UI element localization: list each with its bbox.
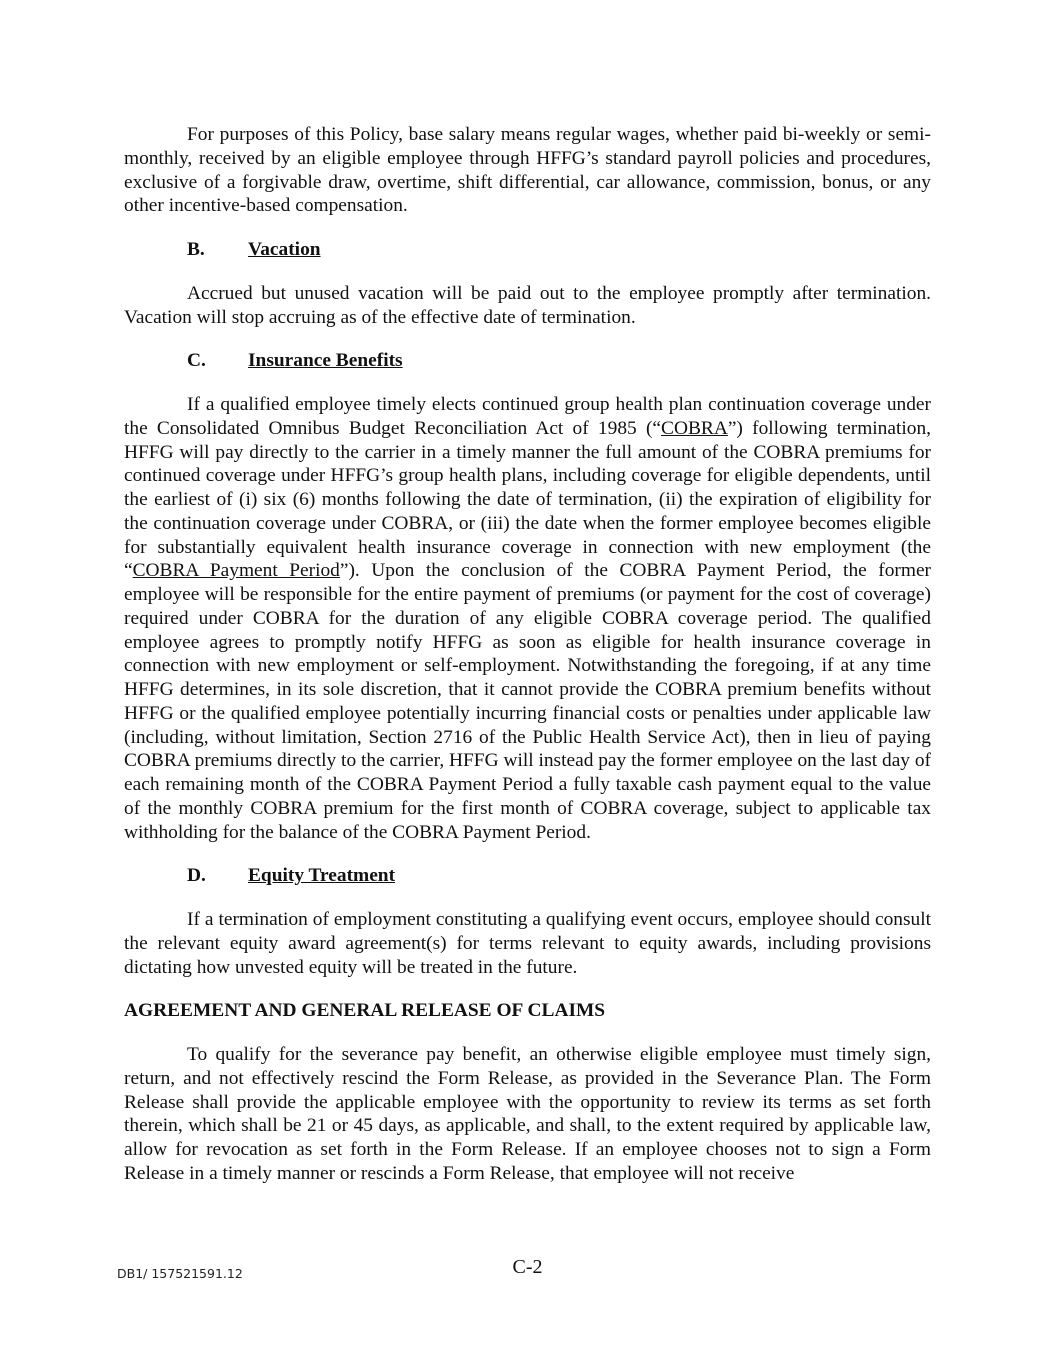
section-d-heading xyxy=(124,864,931,888)
defined-term: COBRA xyxy=(661,417,728,439)
section-c-title: Insurance Benefits xyxy=(248,350,403,372)
defined-term: COBRA Payment Period xyxy=(132,560,340,582)
section-c-heading xyxy=(124,349,931,373)
section-c-letter: C. xyxy=(187,350,206,372)
section-b-title: Vacation xyxy=(248,239,321,260)
section-b-letter: B. xyxy=(187,239,205,260)
document-body xyxy=(124,123,931,1186)
insurance-benefits-paragraph: If a qualified employee timely elects continued group health plan continuation coverage under the Consolidated Omnibus Budget Reconciliation Act of 1985 (“COBRA”) following termination, HFFG will pay directly to the carrier in a timely manner the full amount of the COBRA premiums for continued coverage under HFFG’s group health plans, including coverage for eligible dependents, until the earliest of (i) six (6) months following the date of termination, (ii) the expiration of eligibility for the continuation coverage under COBRA, or (iii) the date when the former employee becomes eligible for substantially equivalent health insurance coverage in connection with new employment (the “COBRA Payment Period”). Upon the conclusion of the COBRA Payment Period, the former employee will be responsible for the entire payment of premiums (or payment for the cost of coverage) required under COBRA for the duration of any eligible COBRA coverage period. The qualified employee agrees to promptly notify HFFG as soon as eligible for health insurance coverage in connection with new employment or self-employment. Notwithstanding the foregoing, if at any time HFFG determines, in its sole discretion, that it cannot provide the COBRA premium benefits without HFFG or the qualified employee potentially incurring financial costs or penalties under applicable law (including, without limitation, Section 2716 of the Public Health Service Act), then in lieu of paying COBRA premiums directly to the carrier, HFFG will instead pay the former employee on the last day of each remaining month of the COBRA Payment Period a fully taxable cash payment equal to the value of the monthly COBRA premium for the first month of COBRA coverage, subject to applicable tax withholding for the balance of the COBRA Payment Period. xyxy=(124,394,932,843)
agreement-release-paragraph: To qualify for the severance pay benefit, an otherwise eligible employee must timely sign, return, and not effectively rescind the Form Release, as provided in the Severance Plan. The Form Release shall provide the applicable employee with the opportunity to review its terms as set forth therein, which shall be 21 or 45 days, as applicable, and shall, to the extent required by applicable law, allow for revocation as set forth in the Form Release. If an employee chooses not to sign a Form Release in a timely manner or rescinds a Form Release, that employee will not receive xyxy=(124,1044,931,1184)
document-reference: DB1/ 157521591.12 xyxy=(117,1266,243,1281)
base-salary-paragraph: For purposes of this Policy, base salary means regular wages, whether paid bi-weekly or semi-monthly, received by an eligible employee through HFFG’s standard payroll policies and procedures, exclusive of a forgivable draw, overtime, shift differential, car allowance, commission, bonus, or any other incentive-based compensation. xyxy=(124,124,931,217)
section-b-heading xyxy=(124,238,931,262)
agreement-release-heading: AGREEMENT AND GENERAL RELEASE OF CLAIMS xyxy=(124,1000,606,1022)
equity-treatment-paragraph: If a termination of employment constituting a qualifying event occurs, employee should consult the relevant equity award agreement(s) for terms relevant to equity awards, including provisions dictating how unvested equity will be treated in the future. xyxy=(124,909,931,978)
section-d-letter: D. xyxy=(187,865,206,887)
vacation-paragraph: Accrued but unused vacation will be paid out to the employee promptly after termination. Vacation will stop accruing as of the effective date of termination. xyxy=(124,282,931,328)
section-d-title: Equity Treatment xyxy=(248,865,396,887)
page-number: C-2 xyxy=(512,1256,543,1278)
